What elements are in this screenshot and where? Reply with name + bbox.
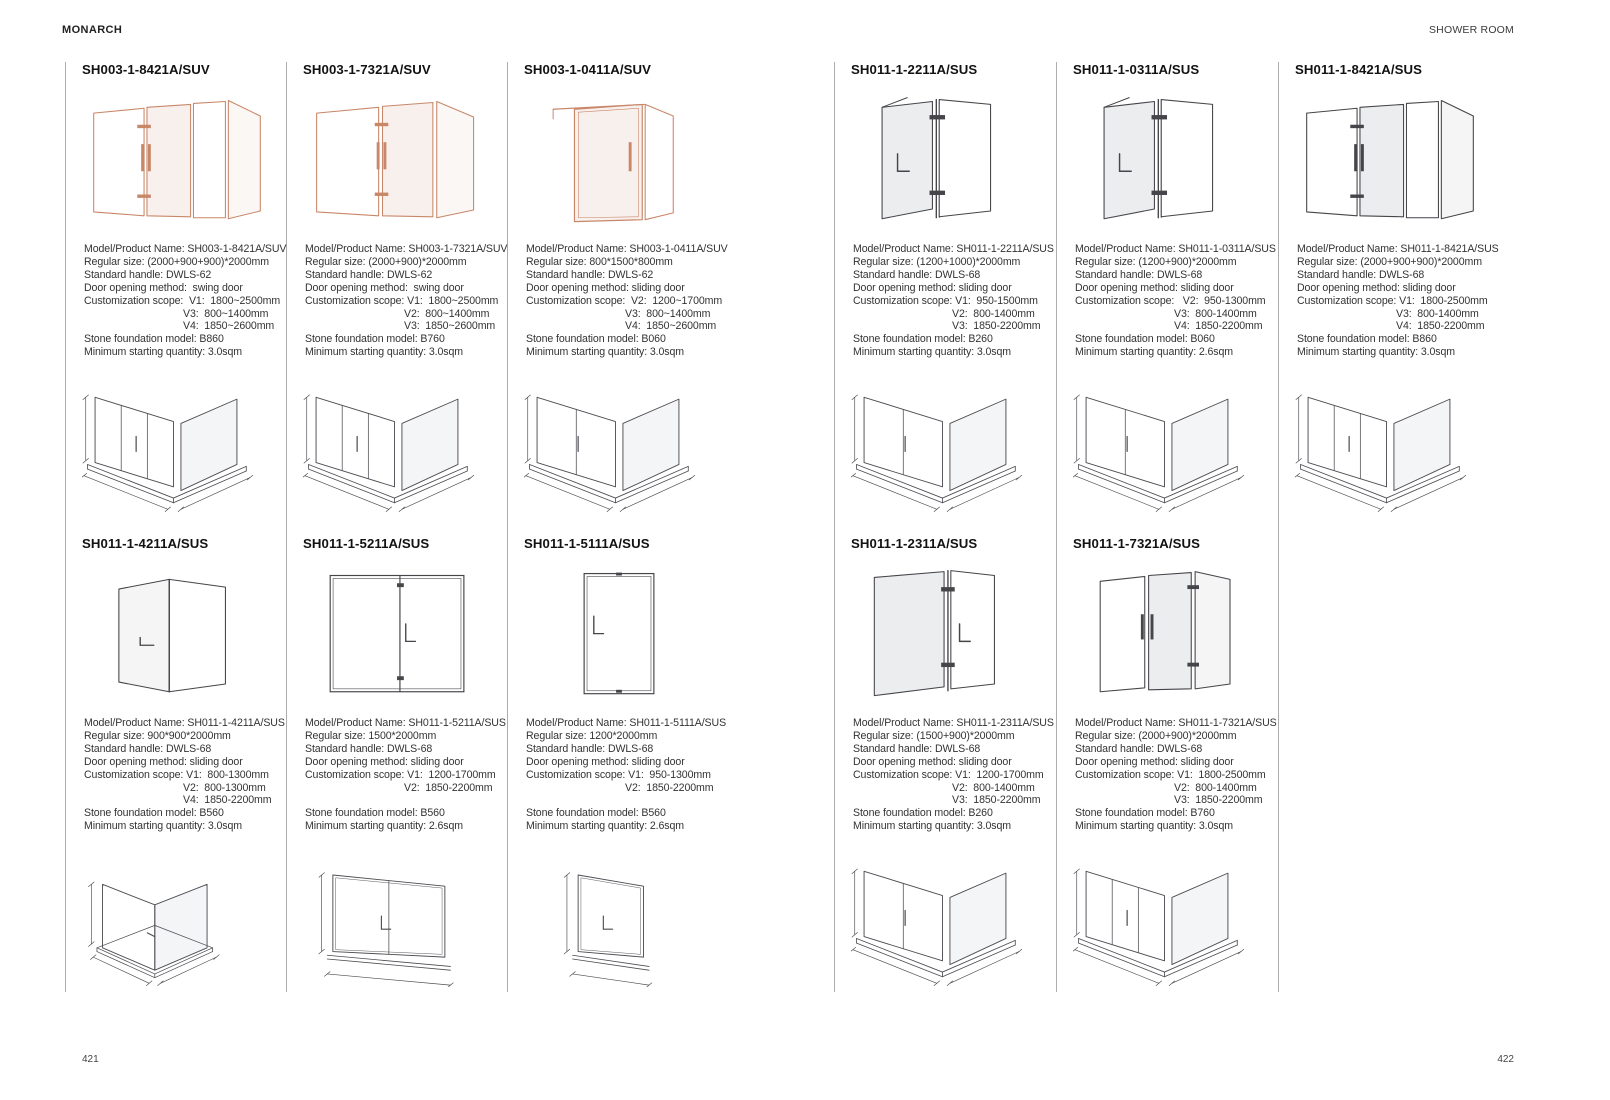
spec-line: Standard handle: DWLS-68 — [305, 742, 433, 755]
spec-line: Door opening method: sliding door — [526, 281, 685, 294]
spec-line — [305, 794, 518, 807]
spec-line: Standard handle: DWLS-68 — [853, 268, 981, 281]
spec-line: Model/Product Name: SH011-1-4211A/SUS — [84, 717, 285, 729]
spec-line: Minimum starting quantity: 3.0sqm — [853, 346, 1012, 359]
spec-line: Door opening method: swing door — [305, 281, 464, 294]
shower-enclosure-front-drawing — [1075, 86, 1261, 236]
spec-line: V2: 800-1300mm — [183, 781, 266, 794]
product-specs — [305, 717, 518, 833]
shower-enclosure-front-drawing — [84, 560, 270, 710]
spec-line: Regular size: 1200*2000mm — [526, 729, 658, 742]
spec-line: Regular size: (2000+900+900)*2000mm — [1297, 255, 1482, 268]
product-title: SH011-1-5211A/SUS — [303, 536, 430, 551]
spec-line: Door opening method: sliding door — [853, 281, 1012, 294]
spec-line: Model/Product Name: SH011-1-2211A/SUS — [853, 243, 1054, 255]
spec-line: Model/Product Name: SH011-1-7321A/SUS — [1075, 717, 1277, 729]
spec-line: Model/Product Name: SH011-1-5111A/SUS — [526, 717, 727, 729]
shower-enclosure-iso-drawing — [303, 373, 489, 513]
product-specs — [853, 717, 1066, 833]
product-specs — [526, 717, 739, 833]
spec-line: Customization scope: V1: 950-1300mm — [526, 768, 711, 781]
spec-line: V2: 1850-2200mm — [625, 781, 714, 794]
shower-enclosure-front-drawing — [1297, 86, 1483, 236]
product-specs — [1075, 243, 1288, 359]
product-card — [524, 536, 739, 988]
product-card — [1295, 62, 1510, 514]
shower-enclosure-iso-drawing — [82, 373, 268, 513]
spec-line — [526, 794, 739, 807]
product-specs — [305, 243, 518, 359]
spec-line: V2: 800-1400mm — [952, 781, 1035, 794]
spec-line: Door opening method: sliding door — [84, 755, 243, 768]
product-title: SH011-1-4211A/SUS — [82, 536, 209, 551]
column-divider — [65, 62, 66, 992]
spec-line: Door opening method: sliding door — [853, 755, 1012, 768]
spec-line: Regular size: (1500+900)*2000mm — [853, 729, 1015, 742]
spec-line: V2: 800-1400mm — [952, 307, 1035, 320]
spec-line: Standard handle: DWLS-68 — [1297, 268, 1425, 281]
spec-line: Customization scope: V1: 1200-1700mm — [305, 768, 496, 781]
product-specs — [1075, 717, 1288, 833]
spec-line: Model/Product Name: SH003-1-0411A/SUV — [526, 243, 728, 255]
spec-line: Regular size: (1200+1000)*2000mm — [853, 255, 1021, 268]
shower-enclosure-iso-drawing — [851, 847, 1037, 987]
shower-enclosure-iso-drawing — [303, 847, 489, 987]
spec-line: Stone foundation model: B060 — [526, 333, 666, 346]
spec-line: Stone foundation model: B260 — [853, 807, 993, 820]
spec-line: V3: 1850-2200mm — [952, 320, 1041, 333]
spec-line: V4: 1850~2600mm — [625, 320, 717, 333]
section-title: SHOWER ROOM — [1428, 24, 1514, 36]
product-card — [524, 62, 739, 514]
spec-line: Door opening method: sliding door — [526, 755, 685, 768]
spec-line: Standard handle: DWLS-62 — [305, 268, 433, 281]
product-specs — [1297, 243, 1510, 359]
spec-line: Minimum starting quantity: 3.0sqm — [84, 820, 243, 833]
spec-line: V4: 1850-2200mm — [183, 794, 272, 807]
spec-line: Door opening method: swing door — [84, 281, 243, 294]
shower-enclosure-front-drawing — [305, 560, 491, 710]
spec-line: Stone foundation model: B260 — [853, 333, 993, 346]
product-card — [851, 62, 1066, 514]
spec-line: Standard handle: DWLS-62 — [526, 268, 654, 281]
spec-line: Standard handle: DWLS-68 — [1075, 268, 1203, 281]
product-card — [82, 62, 297, 514]
product-title: SH011-1-8421A/SUS — [1295, 62, 1423, 77]
spec-line: V2: 800~1400mm — [404, 307, 490, 320]
product-specs — [853, 243, 1066, 359]
brand-logo-text: MONARCH — [62, 24, 123, 36]
spec-line: Stone foundation model: B860 — [1297, 333, 1437, 346]
spec-line: Door opening method: sliding door — [1075, 755, 1234, 768]
shower-enclosure-iso-drawing — [524, 847, 710, 987]
spec-line: Model/Product Name: SH011-1-5211A/SUS — [305, 717, 506, 729]
spec-line: V4: 1850-2200mm — [1396, 320, 1485, 333]
spec-line: Stone foundation model: B760 — [305, 333, 445, 346]
spec-line: Stone foundation model: B860 — [84, 333, 224, 346]
spec-line: Door opening method: sliding door — [1075, 281, 1234, 294]
spec-line: Model/Product Name: SH003-1-8421A/SUV — [84, 243, 287, 255]
spec-line: Minimum starting quantity: 2.6sqm — [1075, 346, 1234, 359]
spec-line: Standard handle: DWLS-68 — [526, 742, 654, 755]
product-card — [1073, 536, 1288, 988]
spec-line: V3: 800-1400mm — [1396, 307, 1479, 320]
spec-line: Regular size: (2000+900)*2000mm — [1075, 729, 1237, 742]
spec-line: Customization scope: V1: 1800-2500mm — [1075, 768, 1266, 781]
spec-line: Minimum starting quantity: 3.0sqm — [526, 346, 685, 359]
shower-enclosure-front-drawing — [526, 560, 712, 710]
product-title: SH011-1-0311A/SUS — [1073, 62, 1200, 77]
spec-line: Model/Product Name: SH011-1-8421A/SUS — [1297, 243, 1499, 255]
spec-line: V3: 1850-2200mm — [1174, 794, 1263, 807]
spec-line: V3: 800-1400mm — [1174, 307, 1257, 320]
spec-line: Customization scope: V1: 1800-2500mm — [1297, 294, 1488, 307]
shower-enclosure-front-drawing — [1075, 560, 1261, 710]
spec-line: V3: 1850-2200mm — [952, 794, 1041, 807]
shower-enclosure-iso-drawing — [82, 847, 268, 987]
product-specs — [84, 717, 297, 833]
product-title: SH011-1-5111A/SUS — [524, 536, 650, 551]
spec-line: Stone foundation model: B560 — [305, 807, 445, 820]
product-specs — [526, 243, 739, 359]
spec-line: Minimum starting quantity: 3.0sqm — [1075, 820, 1234, 833]
spec-line: Door opening method: sliding door — [305, 755, 464, 768]
spec-line: Minimum starting quantity: 2.6sqm — [526, 820, 685, 833]
spec-line: Model/Product Name: SH011-1-2311A/SUS — [853, 717, 1054, 729]
shower-enclosure-front-drawing — [853, 86, 1039, 236]
spec-line: V4: 1850~2600mm — [183, 320, 275, 333]
spec-line: V2: 800-1400mm — [1174, 781, 1257, 794]
shower-enclosure-front-drawing — [853, 560, 1039, 710]
spec-line: V3: 800~1400mm — [625, 307, 711, 320]
spec-line: Regular size: 800*1500*800mm — [526, 255, 673, 268]
page-number-right: 422 — [1497, 1054, 1514, 1065]
spec-line: Minimum starting quantity: 3.0sqm — [853, 820, 1012, 833]
product-specs — [84, 243, 297, 359]
spec-line: Stone foundation model: B560 — [84, 807, 224, 820]
page-number-left: 421 — [82, 1054, 99, 1065]
spec-line: Customization scope: V1: 950-1500mm — [853, 294, 1038, 307]
shower-enclosure-front-drawing — [84, 86, 270, 236]
spec-line: Customization scope: V1: 1200-1700mm — [853, 768, 1044, 781]
product-title: SH003-1-7321A/SUV — [303, 62, 431, 77]
product-card — [1073, 62, 1288, 514]
spec-line: Model/Product Name: SH003-1-7321A/SUV — [305, 243, 508, 255]
product-title: SH003-1-0411A/SUV — [524, 62, 652, 77]
spec-line: Door opening method: sliding door — [1297, 281, 1456, 294]
spec-line: Stone foundation model: B060 — [1075, 333, 1215, 346]
shower-enclosure-iso-drawing — [524, 373, 710, 513]
spec-line: Customization scope: V1: 1800~2500mm — [84, 294, 281, 307]
spec-line: Minimum starting quantity: 3.0sqm — [305, 346, 464, 359]
spec-line: Customization scope: V1: 1800~2500mm — [305, 294, 499, 307]
shower-enclosure-iso-drawing — [1073, 373, 1259, 513]
spec-line: Regular size: 900*900*2000mm — [84, 729, 231, 742]
spec-line: V3: 1850~2600mm — [404, 320, 496, 333]
spec-line: Stone foundation model: B760 — [1075, 807, 1215, 820]
product-title: SH011-1-2311A/SUS — [851, 536, 978, 551]
spec-line: Regular size: (1200+900)*2000mm — [1075, 255, 1237, 268]
product-card — [303, 62, 518, 514]
product-card — [303, 536, 518, 988]
product-card — [82, 536, 297, 988]
shower-enclosure-front-drawing — [526, 86, 712, 236]
spec-line: Standard handle: DWLS-62 — [84, 268, 212, 281]
spec-line: Customization scope: V2: 950-1300mm — [1075, 294, 1266, 307]
shower-enclosure-front-drawing — [305, 86, 491, 236]
product-card — [851, 536, 1066, 988]
product-title: SH011-1-7321A/SUS — [1073, 536, 1201, 551]
spec-line: Regular size: (2000+900)*2000mm — [305, 255, 467, 268]
spec-line: V2: 1850-2200mm — [404, 781, 493, 794]
spec-line: Stone foundation model: B560 — [526, 807, 666, 820]
spec-line: Standard handle: DWLS-68 — [1075, 742, 1203, 755]
shower-enclosure-iso-drawing — [851, 373, 1037, 513]
spec-line: Minimum starting quantity: 3.0sqm — [84, 346, 243, 359]
spec-line: Regular size: 1500*2000mm — [305, 729, 437, 742]
spec-line: Minimum starting quantity: 3.0sqm — [1297, 346, 1456, 359]
spec-line: Model/Product Name: SH011-1-0311A/SUS — [1075, 243, 1276, 255]
spec-line: Customization scope: V2: 1200~1700mm — [526, 294, 723, 307]
column-divider — [834, 62, 835, 992]
spec-line: Standard handle: DWLS-68 — [853, 742, 981, 755]
spec-line: V3: 800~1400mm — [183, 307, 269, 320]
shower-enclosure-iso-drawing — [1295, 373, 1481, 513]
spec-line: Regular size: (2000+900+900)*2000mm — [84, 255, 269, 268]
spec-line: Minimum starting quantity: 2.6sqm — [305, 820, 464, 833]
spec-line: Customization scope: V1: 800-1300mm — [84, 768, 269, 781]
product-title: SH003-1-8421A/SUV — [82, 62, 210, 77]
product-title: SH011-1-2211A/SUS — [851, 62, 978, 77]
spec-line: Standard handle: DWLS-68 — [84, 742, 212, 755]
shower-enclosure-iso-drawing — [1073, 847, 1259, 987]
spec-line: V4: 1850-2200mm — [1174, 320, 1263, 333]
